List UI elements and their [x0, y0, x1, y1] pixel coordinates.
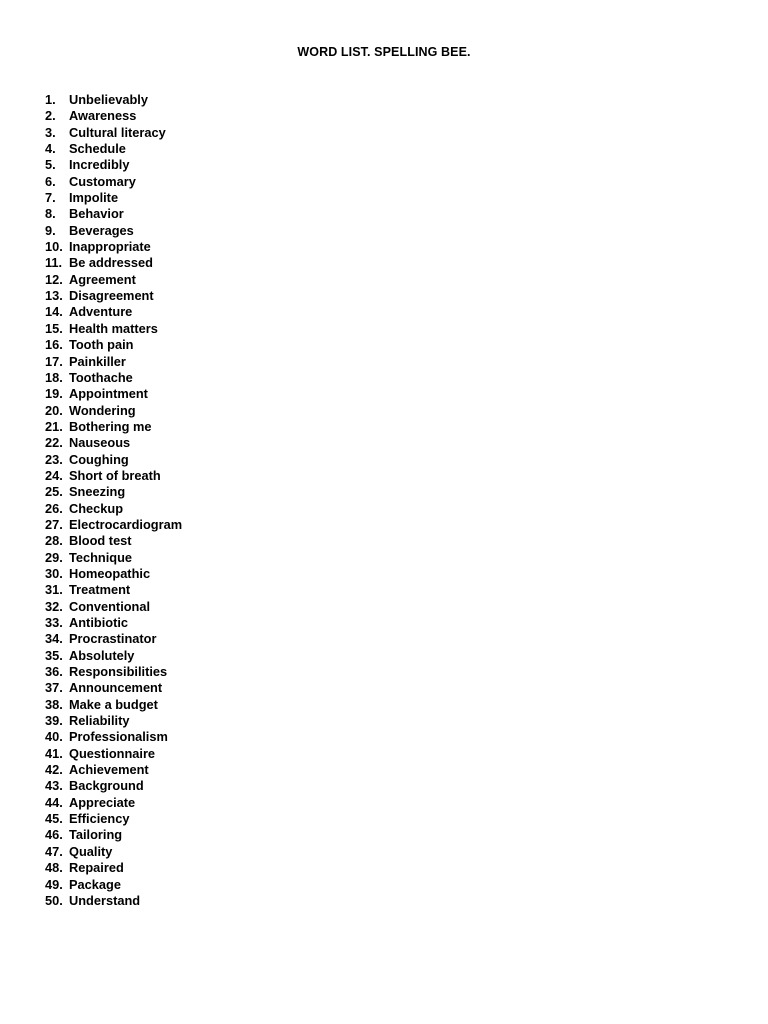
list-item-number: 18.: [45, 369, 63, 385]
list-item-number: 16.: [45, 337, 63, 353]
list-item-number: 41.: [45, 745, 63, 761]
list-item-word: Treatment: [69, 582, 131, 598]
list-item: [45, 386, 182, 402]
list-item-number: 43.: [45, 778, 63, 794]
list-item-number: 5.: [45, 157, 56, 173]
list-item-word: Sneezing: [69, 484, 126, 500]
list-item-number: 15.: [45, 320, 63, 336]
list-item: [45, 108, 182, 124]
list-item-word: Quality: [69, 843, 113, 859]
list-item-word: Awareness: [69, 108, 137, 124]
list-item-number: 27.: [45, 516, 63, 532]
list-item-number: 22.: [45, 435, 63, 451]
list-item-number: 3.: [45, 124, 56, 140]
list-item-word: Make a budget: [69, 696, 158, 712]
list-item: [45, 452, 182, 468]
list-item-word: Achievement: [69, 762, 149, 778]
list-item-number: 40.: [45, 729, 63, 745]
list-item-word: Checkup: [69, 500, 124, 516]
list-item: [45, 762, 182, 778]
list-item: [45, 811, 182, 827]
list-item: [45, 648, 182, 664]
list-item: [45, 157, 182, 173]
list-item-word: Toothache: [69, 369, 133, 385]
list-item: [45, 664, 182, 680]
list-item-word: Customary: [69, 173, 136, 189]
list-item-number: 30.: [45, 565, 63, 581]
list-item: [45, 566, 182, 582]
list-item-word: Short of breath: [69, 467, 161, 483]
list-item: [45, 533, 182, 549]
list-item: [45, 272, 182, 288]
list-item: [45, 599, 182, 615]
list-item-word: Announcement: [69, 680, 163, 696]
list-item-number: 23.: [45, 451, 63, 467]
list-item-number: 2.: [45, 108, 56, 124]
list-item-word: Painkiller: [69, 353, 126, 369]
list-item-word: Unbelievably: [69, 92, 148, 107]
list-item-word: Schedule: [69, 141, 126, 157]
list-item-number: 9.: [45, 222, 56, 238]
list-item-word: Questionnaire: [69, 745, 156, 761]
list-item-word: Electrocardiogram: [69, 516, 183, 532]
list-item-word: Cultural literacy: [69, 124, 166, 140]
list-item-word: Tailoring: [69, 827, 123, 843]
list-item: [45, 304, 182, 320]
list-item: [45, 354, 182, 370]
list-item: [45, 190, 182, 206]
list-item: [45, 435, 182, 451]
list-item-word: Homeopathic: [69, 565, 151, 581]
list-item: [45, 517, 182, 533]
list-item-number: 35.: [45, 647, 63, 663]
list-item-number: 20.: [45, 402, 63, 418]
list-item-word: Agreement: [69, 271, 136, 287]
list-item-number: 14.: [45, 304, 63, 320]
list-item-word: Reliability: [69, 713, 130, 729]
list-item: [45, 288, 182, 304]
list-item-number: 39.: [45, 713, 63, 729]
list-item-number: 11.: [45, 255, 63, 271]
list-item: [45, 206, 182, 222]
list-item-word: Coughing: [69, 451, 129, 467]
list-item-number: 25.: [45, 484, 63, 500]
list-item-number: 48.: [45, 860, 63, 876]
list-item: [45, 860, 182, 876]
list-item-word: Wondering: [69, 402, 136, 418]
list-item: [45, 403, 182, 419]
list-item: [45, 631, 182, 647]
list-item: [45, 92, 182, 108]
list-item: [45, 125, 182, 141]
list-item-number: 8.: [45, 206, 56, 222]
list-item-word: Behavior: [69, 206, 124, 222]
list-item: [45, 255, 182, 271]
list-item-number: 21.: [45, 418, 63, 434]
list-item-word: Technique: [69, 549, 133, 565]
list-item-word: Responsibilities: [69, 664, 168, 680]
list-item: [45, 746, 182, 762]
list-item-number: 24.: [45, 467, 63, 483]
list-item-number: 46.: [45, 827, 63, 843]
list-item: [45, 501, 182, 517]
list-item-word: Appreciate: [69, 794, 136, 810]
list-item-number: 6.: [45, 173, 56, 189]
list-item: [45, 141, 182, 157]
list-item: [45, 713, 182, 729]
list-item-word: Package: [69, 876, 121, 892]
list-item-number: 28.: [45, 533, 63, 549]
list-item-word: Efficiency: [69, 811, 130, 827]
list-item-number: 47.: [45, 843, 63, 859]
list-item-number: 13.: [45, 288, 63, 304]
list-item-word: Absolutely: [69, 647, 135, 663]
list-item: [45, 778, 182, 794]
list-item-word: Incredibly: [69, 157, 130, 173]
list-item-word: Antibiotic: [69, 615, 128, 630]
list-item: [45, 827, 182, 843]
list-item: [45, 582, 182, 598]
list-item-number: 31.: [45, 582, 63, 598]
list-item: [45, 680, 182, 696]
list-item-word: Adventure: [69, 304, 133, 320]
list-item: [45, 550, 182, 566]
list-item: [45, 239, 182, 255]
list-item-number: 32.: [45, 598, 63, 614]
list-item-number: 1.: [45, 92, 56, 107]
list-item-number: 4.: [45, 141, 56, 157]
list-item-number: 36.: [45, 664, 63, 680]
list-item-number: 10.: [45, 239, 63, 255]
list-item: [45, 795, 182, 811]
list-item-word: Be addressed: [69, 255, 153, 271]
document-title: WORD LIST. SPELLING BEE.: [297, 45, 471, 59]
list-item-number: 17.: [45, 353, 63, 369]
list-item-word: Tooth pain: [69, 337, 134, 353]
list-item: [45, 484, 182, 500]
list-item-word: Repaired: [69, 860, 124, 876]
list-item-number: 45.: [45, 811, 63, 827]
list-item: [45, 729, 182, 745]
list-item-word: Beverages: [69, 222, 134, 238]
list-item: [45, 468, 182, 484]
list-item: [45, 844, 182, 860]
list-item-number: 42.: [45, 762, 63, 778]
list-item-number: 49.: [45, 876, 63, 892]
list-item: [45, 337, 182, 353]
list-item: [45, 419, 182, 435]
list-item-number: 7.: [45, 190, 56, 206]
list-item-word: Blood test: [69, 533, 132, 549]
list-item-number: 12.: [45, 271, 63, 287]
list-item-number: 26.: [45, 500, 63, 516]
list-item: [45, 877, 182, 893]
list-item: [45, 174, 182, 190]
list-item-word: Disagreement: [69, 288, 154, 304]
list-item: [45, 223, 182, 239]
list-item-number: 37.: [45, 680, 63, 696]
list-item-word: Procrastinator: [69, 631, 157, 647]
list-item-word: Professionalism: [69, 729, 168, 745]
list-item-word: Health matters: [69, 320, 158, 336]
list-item-word: Bothering me: [69, 418, 152, 434]
list-item: [45, 321, 182, 337]
list-item-word: Nauseous: [69, 435, 131, 451]
list-item: [45, 893, 182, 909]
list-item-number: 50.: [45, 892, 63, 908]
list-item-word: Understand: [69, 892, 141, 908]
list-item-number: 19.: [45, 386, 63, 402]
list-item-number: 44.: [45, 794, 63, 810]
list-item-word: Appointment: [69, 386, 148, 402]
list-item-word: Conventional: [69, 598, 151, 614]
list-item-number: 38.: [45, 696, 63, 712]
list-item-number: 29.: [45, 549, 63, 565]
list-item-word: Inappropriate: [69, 239, 151, 255]
list-item-word: Impolite: [69, 190, 119, 206]
word-list: [45, 92, 182, 909]
list-item: [45, 370, 182, 386]
list-item-number: 33.: [45, 615, 63, 630]
list-item-word: Background: [69, 778, 144, 794]
list-item-number: 34.: [45, 631, 63, 647]
list-item: [45, 697, 182, 713]
list-item: [45, 615, 182, 631]
